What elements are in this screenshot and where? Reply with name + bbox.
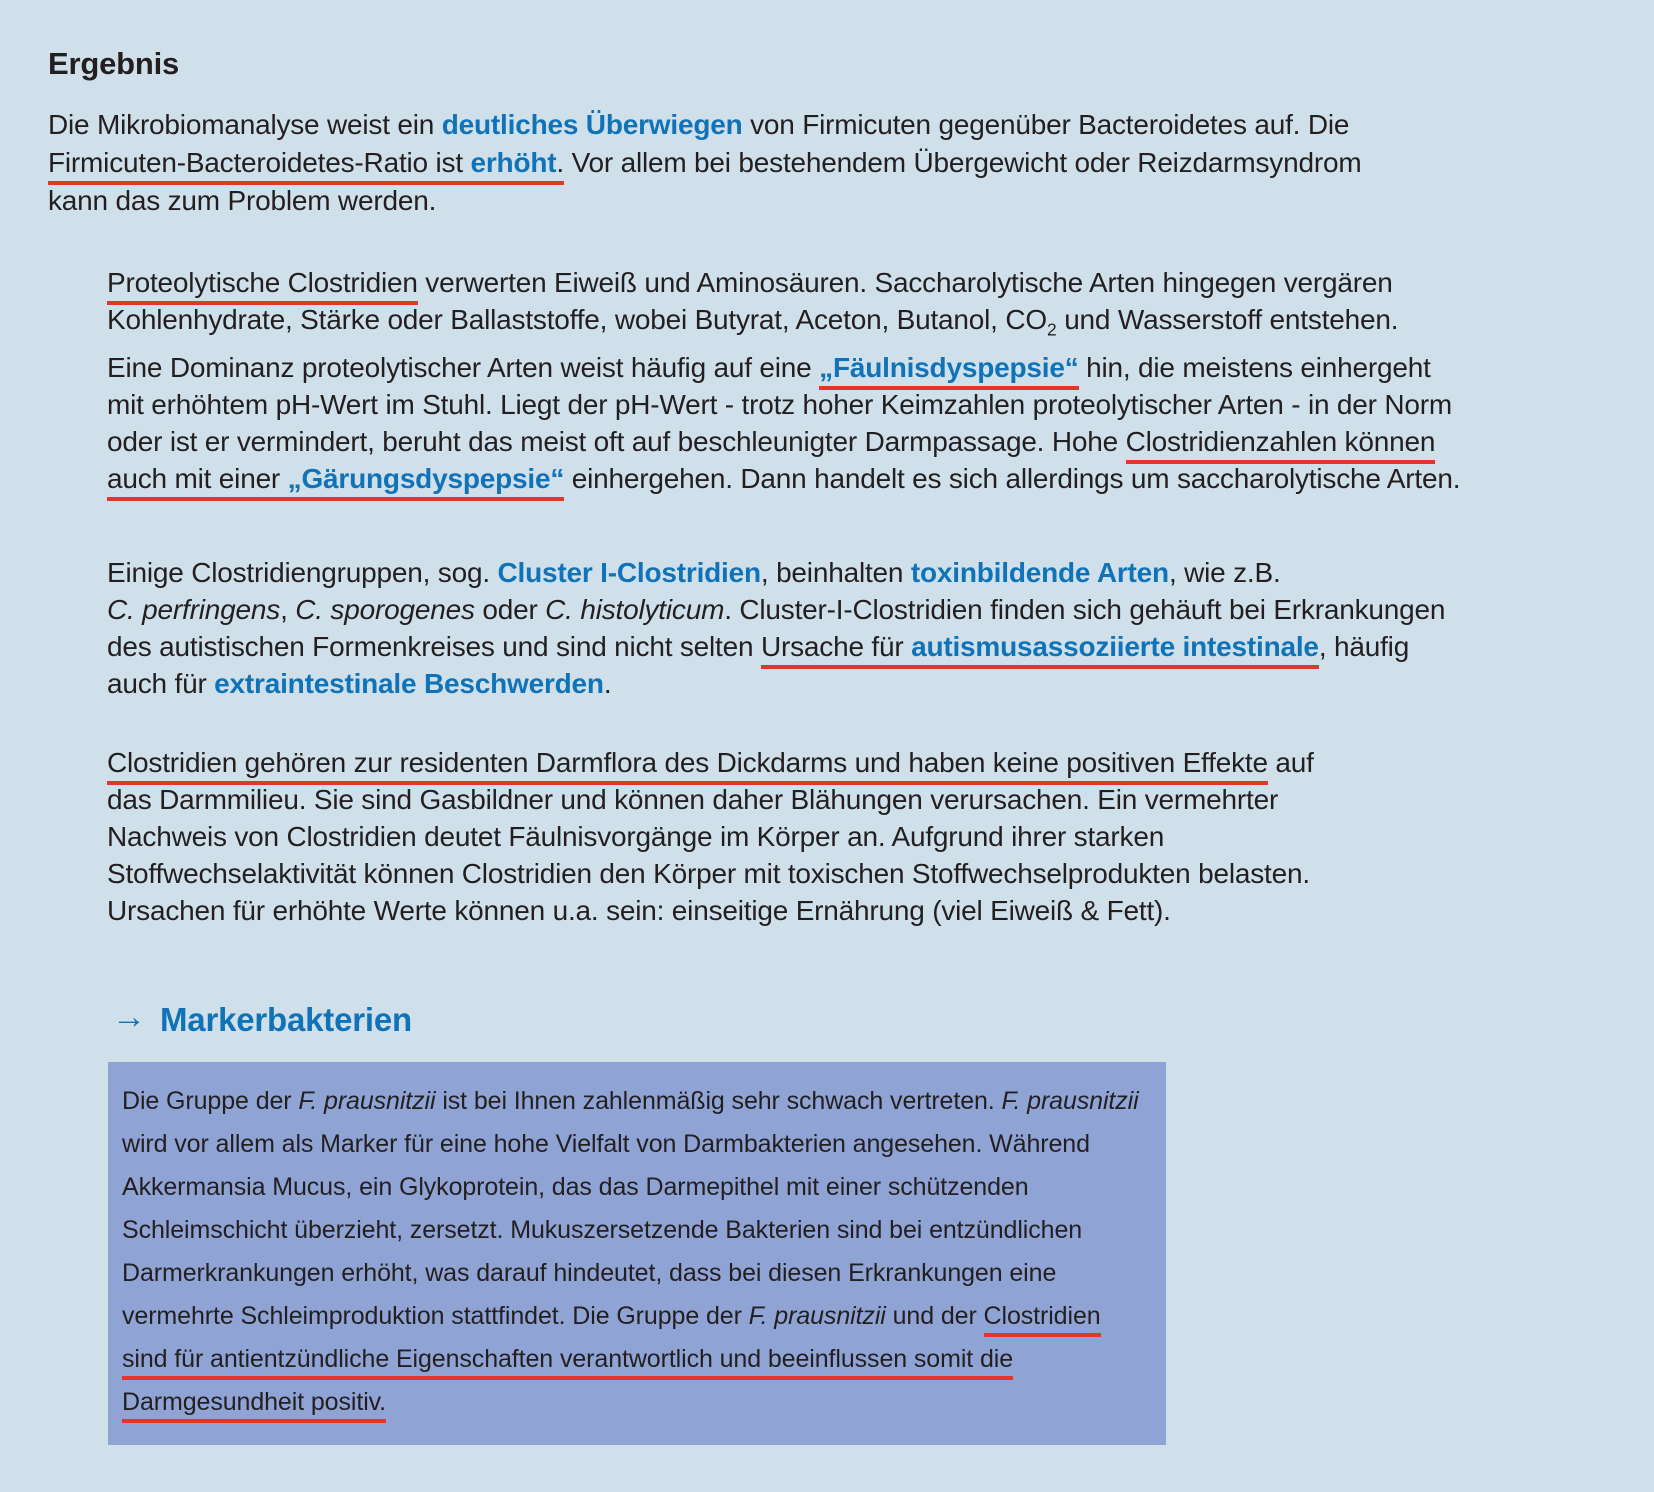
- paragraph-marker-bacteria: Die Gruppe der F. prausnitzii ist bei Ihnen zahlenmäßig sehr schwach vertreten. F. prausnitzii wird vor allem als Marker für eine hohe Vielfalt von Darmbakterien angesehen. Während Akkermansia Mucus, ein Glykoprotein, das das Darmepithel mit einer schützenden Schleimschicht überzieht, zersetzt. Mukuszersetzende Bakterien sind bei entzündlichen Darmerkrankungen erhöht, was darauf hindeutet, dass bei diesen Erkrankungen eine vermehrte Schleimproduktion stattfindet. Die Gruppe der F. prausnitzii und der Clostridien sind für antientzündliche Eigenschaften verantwortlich und beeinflussen somit die Darmgesundheit positiv.: [122, 1080, 1152, 1424]
- marker-bacteria-heading: [112, 1000, 412, 1039]
- marker-bacteria-box: [108, 1062, 1166, 1445]
- paragraph-intro: Die Mikrobiomanalyse weist ein deutliches Überwiegen von Firmicuten gegenüber Bacteroidetes auf. Die Firmicuten-Bacteroidetes-Ratio ist erhöht. Vor allem bei bestehendem Übergewicht oder Reizdarmsyndrom kann das zum Problem werden.: [48, 109, 1362, 216]
- paragraph-proteolytic-clostridien: Proteolytische Clostridien verwerten Eiweiß und Aminosäuren. Saccharolytische Arten hingegen vergären Kohlenhydrate, Stärke oder Ballaststoffe, wobei Butyrat, Aceton, Butanol, $CO_2$ und Wasserstoff entstehen. Eine Dominanz proteolytischer Arten weist häufig auf eine „Fäulnisdyspepsie“ hin, die meistens einhergeht mit erhöhtem pH-Wert im Stuhl. Liegt der pH-Wert - trotz hoher Keimzahlen proteolytischer Arten - in der Norm oder ist er vermindert, beruht das meist oft auf beschleunigter Darmpassage. Hohe Clostridienzahlen können auch mit einer „Gärungsdyspepsie“ einhergehen. Dann handelt es sich allerdings um saccharolytische Arten.: [107, 264, 1460, 497]
- arrow-right-icon: →: [112, 998, 146, 1036]
- paragraph-cluster-clostridien: Einige Clostridiengruppen, sog. Cluster I-Clostridien, beinhalten toxinbildende Arten, wie z.B. C. perfringens, C. sporogenes oder C. histolyticum. Cluster-I-Clostridien finden sich gehäuft bei Erkrankungen des autistischen Formenkreises und sind nicht selten Ursache für autismusassoziierte intestinale, häufig auch für extraintestinale Beschwerden.: [107, 557, 1446, 699]
- paragraph-resident-darmflora: Clostridien gehören zur residenten Darmflora des Dickdarms und haben keine positiven Effekte auf das Darmmilieu. Sie sind Gasbildner und können daher Blähungen verursachen. Ein vermehrter Nachweis von Clostridien deutet Fäulnisvorgänge im Körper an. Aufgrund ihrer starken Stoffwechselaktivität können Clostridien den Körper mit toxischen Stoffwechselprodukten belasten. Ursachen für erhöhte Werte können u.a. sein: einseitige Ernährung (viel Eiweiß & Fett).: [107, 747, 1314, 926]
- marker-bacteria-heading-label: Markerbakterien: [160, 1000, 412, 1038]
- page-title: Ergebnis: [48, 46, 180, 81]
